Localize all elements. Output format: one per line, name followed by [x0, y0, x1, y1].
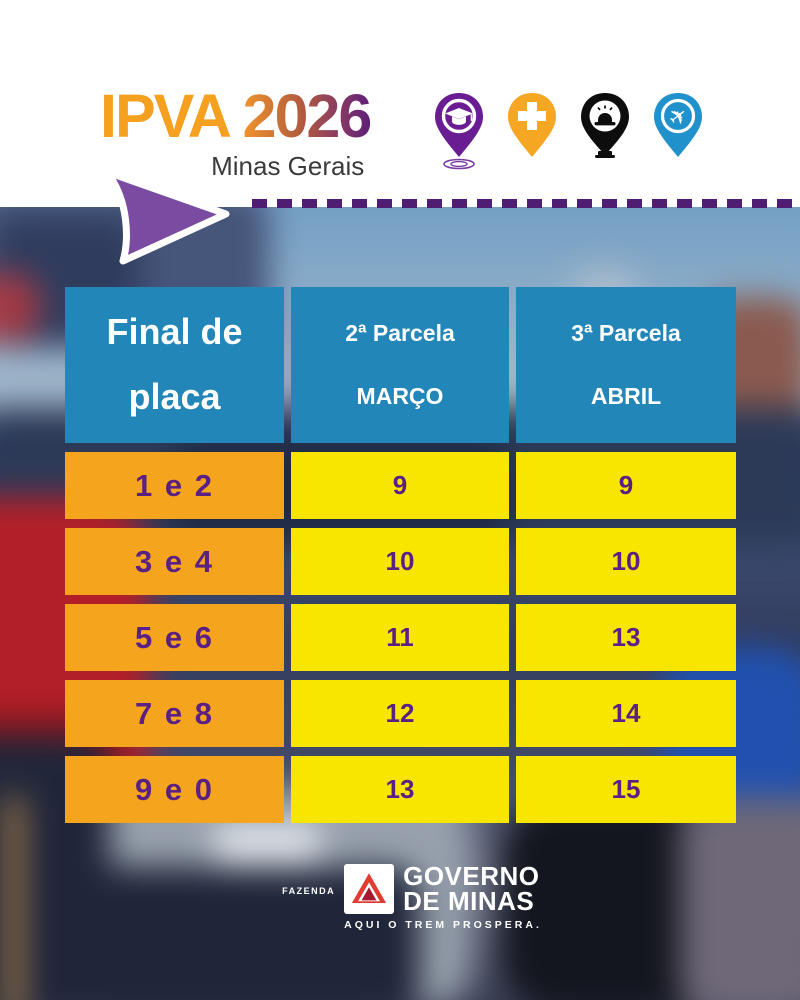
marco-day-cell: 13 [291, 756, 509, 823]
svg-text:✈: ✈ [663, 101, 694, 133]
slogan-text: AQUI O TREM PROSPERA. [344, 919, 542, 931]
month-marco-label: MARÇO [356, 383, 444, 409]
abril-day-cell: 9 [516, 452, 736, 519]
abril-day-cell: 13 [516, 604, 736, 671]
arrow-pointer [95, 163, 237, 271]
marco-day-cell: 10 [291, 528, 509, 595]
region-subtitle: Minas Gerais [211, 151, 365, 181]
governo-line: GOVERNO [403, 861, 540, 892]
service-pins [433, 92, 704, 173]
month-abril-label: ABRIL [590, 383, 662, 409]
abril-day-cell: 14 [516, 680, 736, 747]
title-year: 2026 [242, 82, 371, 150]
government-footer [0, 861, 800, 931]
column-header-marco [291, 287, 509, 443]
page-title [100, 82, 371, 150]
plate-cell: 9 e 0 [65, 756, 284, 823]
governo-de-minas-lockup [344, 861, 542, 931]
parcela-3-label: 3ª Parcela [571, 320, 681, 346]
security-pin-icon [579, 92, 631, 173]
parcela-2-label: 2ª Parcela [345, 320, 455, 346]
dashed-divider [252, 199, 800, 208]
abril-day-cell: 15 [516, 756, 736, 823]
plate-cell: 5 e 6 [65, 604, 284, 671]
governo-de-minas-name [403, 861, 540, 916]
marco-day-cell: 11 [291, 604, 509, 671]
payment-schedule-table [65, 287, 736, 823]
abril-day-cell: 10 [516, 528, 736, 595]
column-header-abril [516, 287, 736, 443]
minas-triangle-icon [348, 868, 390, 910]
minas-gerais-logo [344, 864, 394, 914]
health-pin-icon [506, 92, 558, 173]
plate-cell: 3 e 4 [65, 528, 284, 595]
plate-cell: 7 e 8 [65, 680, 284, 747]
title-ipva: IPVA [100, 82, 228, 150]
airport-pin-icon [652, 92, 704, 173]
education-pin-icon [433, 92, 485, 173]
fazenda-label: FAZENDA [282, 886, 336, 896]
marco-day-cell: 12 [291, 680, 509, 747]
column-header-plate: Final de placa [65, 287, 284, 443]
plate-cell: 1 e 2 [65, 452, 284, 519]
marco-day-cell: 9 [291, 452, 509, 519]
de-minas-line: DE MINAS [403, 886, 535, 916]
